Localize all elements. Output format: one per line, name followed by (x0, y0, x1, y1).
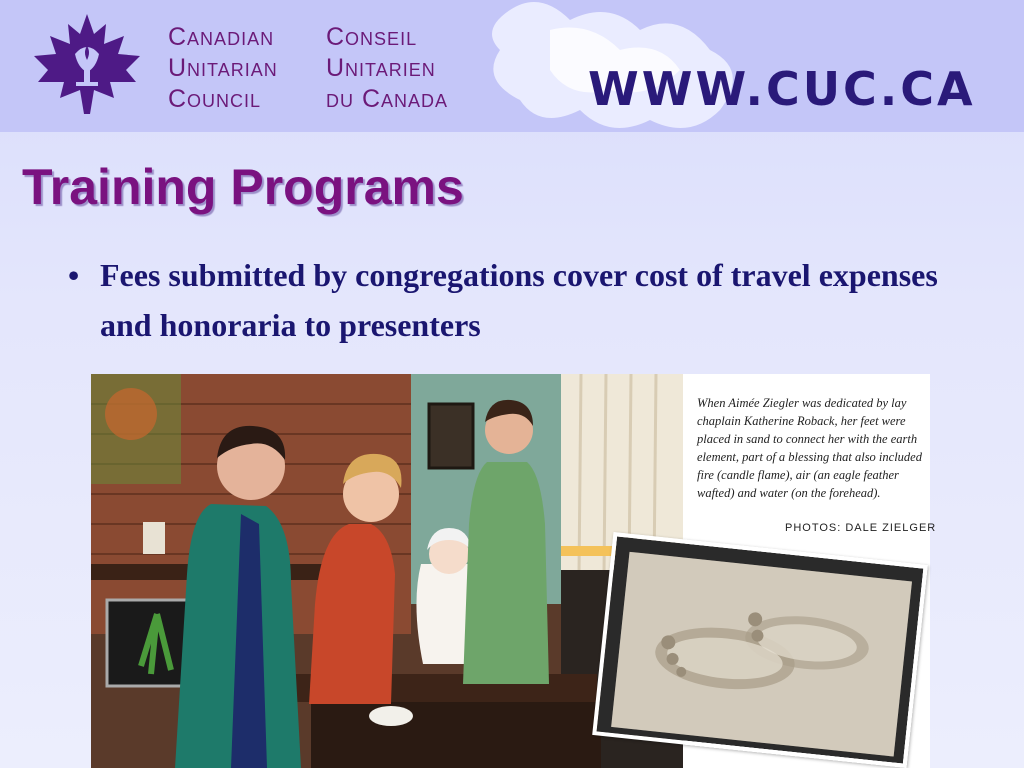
website-url: WWW.CUC.CA (588, 62, 976, 116)
org-name-line: Unitarien (326, 54, 436, 82)
org-name-french (326, 22, 448, 115)
sand-footprint-illustration (597, 536, 924, 763)
bullet-list (64, 250, 964, 350)
org-name-english (168, 22, 278, 115)
org-name-line: Unitarian (168, 54, 278, 82)
bullet-marker: • (68, 257, 80, 293)
sand-footprint-photo (592, 532, 928, 768)
photo-credit: PHOTOS: DALE ZIELGER (785, 522, 937, 534)
org-name-line: Canadian (168, 23, 275, 51)
maple-leaf-chalice-icon (28, 10, 146, 118)
org-name-line: Council (168, 85, 262, 113)
org-name-line: du Canada (326, 85, 449, 113)
header-banner (0, 0, 1024, 132)
slide-title: Training Programs (22, 159, 464, 215)
org-name-line: Conseil (326, 23, 418, 51)
photo-caption: When Aimée Ziegler was dedicated by lay chaplain Katherine Roback, her feet were placed in sand to connect her with the earth element, part of a blessing that also included fire (candle flame), air (an eagle feather wafted) and water (on the forehead). (697, 396, 922, 500)
bullet-item (64, 250, 964, 350)
bullet-text: Fees submitted by congregations cover cost of travel expenses and honoraria to presenters (100, 257, 938, 343)
